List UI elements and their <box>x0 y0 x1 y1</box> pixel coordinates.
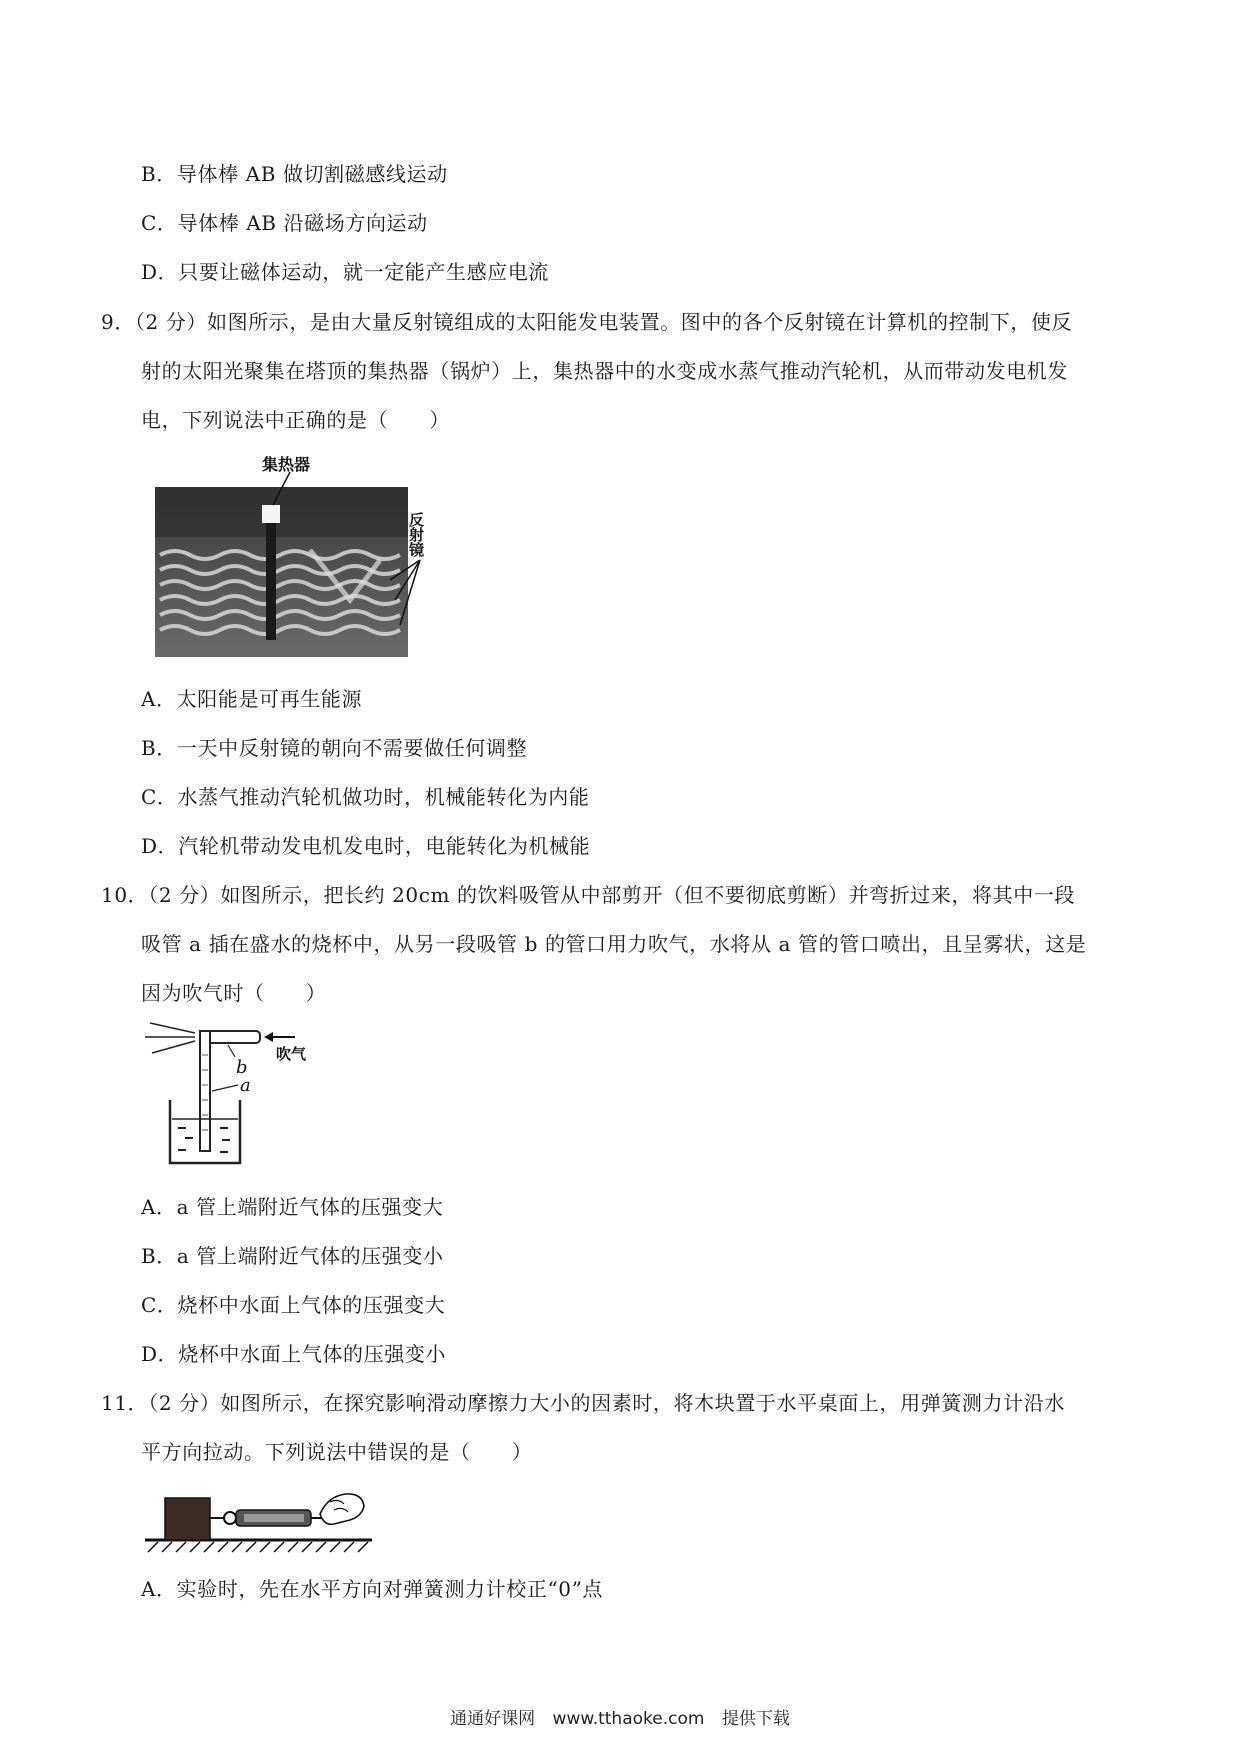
q10-option-b: B．a 管上端附近气体的压强变小 <box>141 1244 444 1268</box>
straw-beaker-figure <box>140 1015 340 1175</box>
spray-lines <box>145 1023 195 1053</box>
q9-stem-line-2: 射的太阳光聚集在塔顶的集热器（锅炉）上，集热器中的水变成水蒸气推动汽轮机，从而带动发电机发 <box>141 359 1068 383</box>
q8-option-b: B．导体棒 AB 做切割磁感线运动 <box>141 162 448 186</box>
q10-option-d: D．烧杯中水面上气体的压强变小 <box>141 1342 447 1366</box>
label-a: a <box>240 1075 251 1096</box>
footer-url[interactable]: www.tthaoke.com <box>552 1709 705 1729</box>
friction-experiment-figure <box>140 1480 380 1560</box>
q9-option-c: C．水蒸气推动汽轮机做功时，机械能转化为内能 <box>141 785 590 809</box>
q8-option-c: C．导体棒 AB 沿磁场方向运动 <box>141 211 428 235</box>
q11-stem-line-2: 平方向拉动。下列说法中错误的是（ ） <box>141 1440 533 1464</box>
page-footer <box>0 1704 1240 1729</box>
table-hatching <box>148 1542 368 1552</box>
tower <box>266 510 276 640</box>
collector-label: 集热器 <box>262 455 311 474</box>
footer-note: 提供下载 <box>721 1709 790 1729</box>
q9-stem-line-3: 电，下列说法中正确的是（ ） <box>141 408 450 432</box>
blow-label: 吹气 <box>276 1045 307 1063</box>
q8-option-d: D．只要让磁体运动，就一定能产生感应电流 <box>141 260 550 284</box>
q9-option-d: D．汽轮机带动发电机发电时，电能转化为机械能 <box>141 834 591 858</box>
q11-stem-line-1: 11．（2 分）如图所示，在探究影响滑动摩擦力大小的因素时，将木块置于水平桌面上，用弹簧测力计沿水 <box>101 1391 1065 1415</box>
label-b: b <box>236 1057 248 1078</box>
q9-option-b: B．一天中反射镜的朝向不需要做任何调整 <box>141 736 528 760</box>
wood-block <box>165 1498 210 1540</box>
q10-stem-line-2: 吸管 a 插在盛水的烧杯中，从另一段吸管 b 的管口用力吹气，水将从 a 管的管口喷出，且呈雾状，这是 <box>141 932 1087 956</box>
straw-a <box>200 1031 210 1151</box>
q11-option-a: A．实验时，先在水平方向对弹簧测力计校正“0”点 <box>141 1577 604 1601</box>
q10-option-c: C．烧杯中水面上气体的压强变大 <box>141 1293 446 1317</box>
q9-stem-line-1: 9．（2 分）如图所示，是由大量反射镜组成的太阳能发电装置。图中的各个反射镜在计算机的控制下，使反 <box>101 310 1073 334</box>
solar-tower-figure <box>150 450 450 660</box>
footer-site-name: 通通好课网 <box>450 1709 536 1729</box>
mirror-label: 反射镜 <box>407 512 425 557</box>
q10-stem-line-1: 10．（2 分）如图所示，把长约 20cm 的饮料吸管从中部剪开（但不要彻底剪断）并弯折过来，将其中一段 <box>101 883 1076 907</box>
q9-option-a: A．太阳能是可再生能源 <box>141 687 363 711</box>
q10-stem-line-3: 因为吹气时（ ） <box>141 981 327 1005</box>
q10-option-a: A．a 管上端附近气体的压强变大 <box>141 1195 444 1219</box>
collector <box>262 505 280 523</box>
